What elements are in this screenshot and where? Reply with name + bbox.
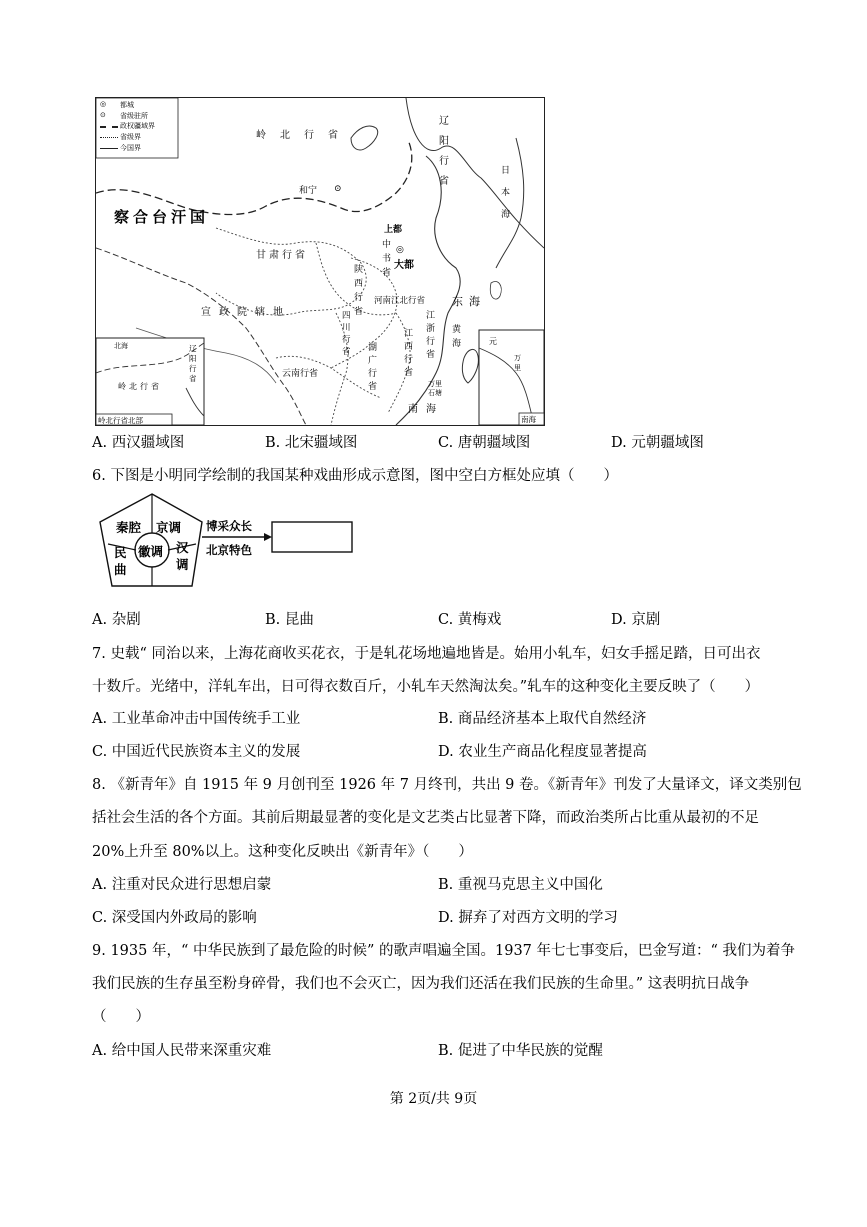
q7-option-b[interactable]: B. 商品经济基本上取代自然经济 [438,711,647,727]
legend-province-line-icon [100,137,118,138]
label-gansu: 甘肃行省 [256,250,308,261]
opera-formation-diagram [96,492,366,590]
label-donghai: 东海 [452,295,486,308]
inset-left-label: 辽阳行省 [189,344,197,383]
q8-stem-line: 20%上升至 80%以上。这种变化反映出《新青年》（ ） [92,844,473,860]
legend-item: 省级驻所 [120,112,148,120]
page-number: 第 2页/共 9页 [389,1091,478,1107]
q9-stem-line: 我们民族的生存虽至粉身碎骨，我们也不会灭亡，因为我们还活在我们民族的生命里。” 这表明抗日战争 [92,976,750,992]
q7-option-d[interactable]: D. 农业生产商品化程度显著提高 [438,744,647,760]
map-legend [98,100,178,158]
label-zhongshu: 中书省 [382,240,392,278]
label-chahetai: 察合台汗国 [114,208,210,226]
label-henan: 河南江北行省 [374,296,426,306]
label-yunnan: 云南行省 [282,369,319,379]
q8-option-b[interactable]: B. 重视马克思主义中国化 [438,877,603,893]
inset-right-label: 元 [489,337,497,346]
q8-option-c[interactable]: C. 深受国内外政局的影响 [92,910,257,926]
label-huanghai: 黄海 [452,325,462,349]
label-shaanxi: 陕西行省 [354,265,364,317]
q9-option-b[interactable]: B. 促进了中华民族的觉醒 [438,1043,603,1059]
label-wanshitang: 万里石塘 [428,380,442,397]
inset-left-caption: 岭北行省北部 [98,416,143,425]
label-sichuan: 四川行省 [342,311,351,357]
inset-left-label: 岭北行省 [118,382,162,391]
hening-seat-icon: ⊙ [334,184,342,194]
q9-stem-line: 9. 1935 年，“ 中华民族到了最危险的时候” 的歌声唱遍全国。1937 年七七事变后，巴金写道：“ 我们为着争 [92,943,796,959]
legend-item: 今国界 [120,144,141,152]
segment-minqu: 民曲 [114,545,127,577]
label-liaoyang: 辽阳行省 [439,116,449,187]
label-riben: 日本海 [501,166,511,220]
q9-stem-line: （ ） [92,1009,150,1025]
legend-regime-line-icon [100,126,118,128]
legend-seat-icon: ⊙ [100,111,106,119]
q8-option-a[interactable]: A. 注重对民众进行思想启蒙 [92,877,272,893]
label-xuanzheng: 宣政院辖地 [201,307,291,318]
q7-option-a[interactable]: A. 工业革命冲击中国传统手工业 [92,711,301,727]
q6-option-b[interactable]: B. 昆曲 [265,612,314,628]
center-huidiao: 徽调 [138,544,164,559]
inset-right-caption: 南海 [521,415,536,424]
legend-item: 省级界 [120,133,141,141]
q6-option-c[interactable]: C. 黄梅戏 [438,612,502,628]
segment-jingdiao: 京调 [156,520,182,535]
label-shangdu: 上都 [384,225,403,235]
arrow-label-top: 博采众长 [206,519,252,533]
q6-option-d[interactable]: D. 京剧 [611,612,661,628]
label-lingbei: 岭北行省 [256,130,352,141]
q8-stem-line: 8. 《新青年》自 1915 年 9 月创刊至 1926 年 7 月终刊，共出 9 卷。《新青年》刊发了大量译文，译文类别包 [92,777,802,793]
q6-option-a[interactable]: A. 杂剧 [92,612,141,628]
q7-stem-line: 十数斤。光绪中，洋轧车出，日可得衣数百斤，小轧车天然淘汰矣。”轧车的这种变化主要反映了（ ） [92,679,760,695]
inset-right-label: 万里 [514,354,521,372]
q5-option-c[interactable]: C. 唐朝疆域图 [438,435,531,451]
q8-stem-line: 括社会生活的各个方面。其前后期最显著的变化是文艺类占比显著下降，而政治类所占比重从最初的不足 [92,810,759,826]
q5-option-b[interactable]: B. 北宋疆域图 [265,435,358,451]
q6-stem: 6. 下图是小明同学绘制的我国某种戏曲形成示意图，图中空白方框处应填（ ） [92,468,618,484]
label-nanhai: 南海 [408,404,444,415]
q5-option-d[interactable]: D. 元朝疆域图 [611,435,704,451]
label-jiangzhe: 江浙行省 [426,311,436,360]
segment-qinqiang: 秦腔 [116,520,142,535]
label-huguang: 湖广行省 [368,343,378,392]
label-dadu: 大都 [394,260,414,271]
segment-handiao: 汉调 [176,540,189,572]
legend-capital-icon: ◎ [100,100,107,108]
legend-item: 都城 [120,101,134,109]
yuan-dynasty-map [95,97,545,426]
q7-option-c[interactable]: C. 中国近代民族资本主义的发展 [92,744,301,760]
legend-border-line-icon [100,148,118,149]
dadu-capital-icon: ◎ [396,245,404,255]
label-jiangxi: 江西行省 [404,329,414,378]
q7-stem-line: 7. 史载“ 同治以来，上海花商收买花衣，于是轧花场地遍地皆是。始用小轧车，妇女手摇足踏，日可出衣 [92,646,761,662]
legend-item: 政权疆域界 [120,122,155,130]
arrow-label-bottom: 北京特色 [206,543,252,557]
inset-left-label: 北海 [114,342,128,350]
q9-option-a[interactable]: A. 给中国人民带来深重灾难 [92,1043,272,1059]
q5-option-a[interactable]: A. 西汉疆域图 [92,435,185,451]
q8-option-d[interactable]: D. 摒弃了对西方文明的学习 [438,910,618,926]
label-hening: 和宁 [299,186,318,196]
blank-answer-box [272,522,352,552]
